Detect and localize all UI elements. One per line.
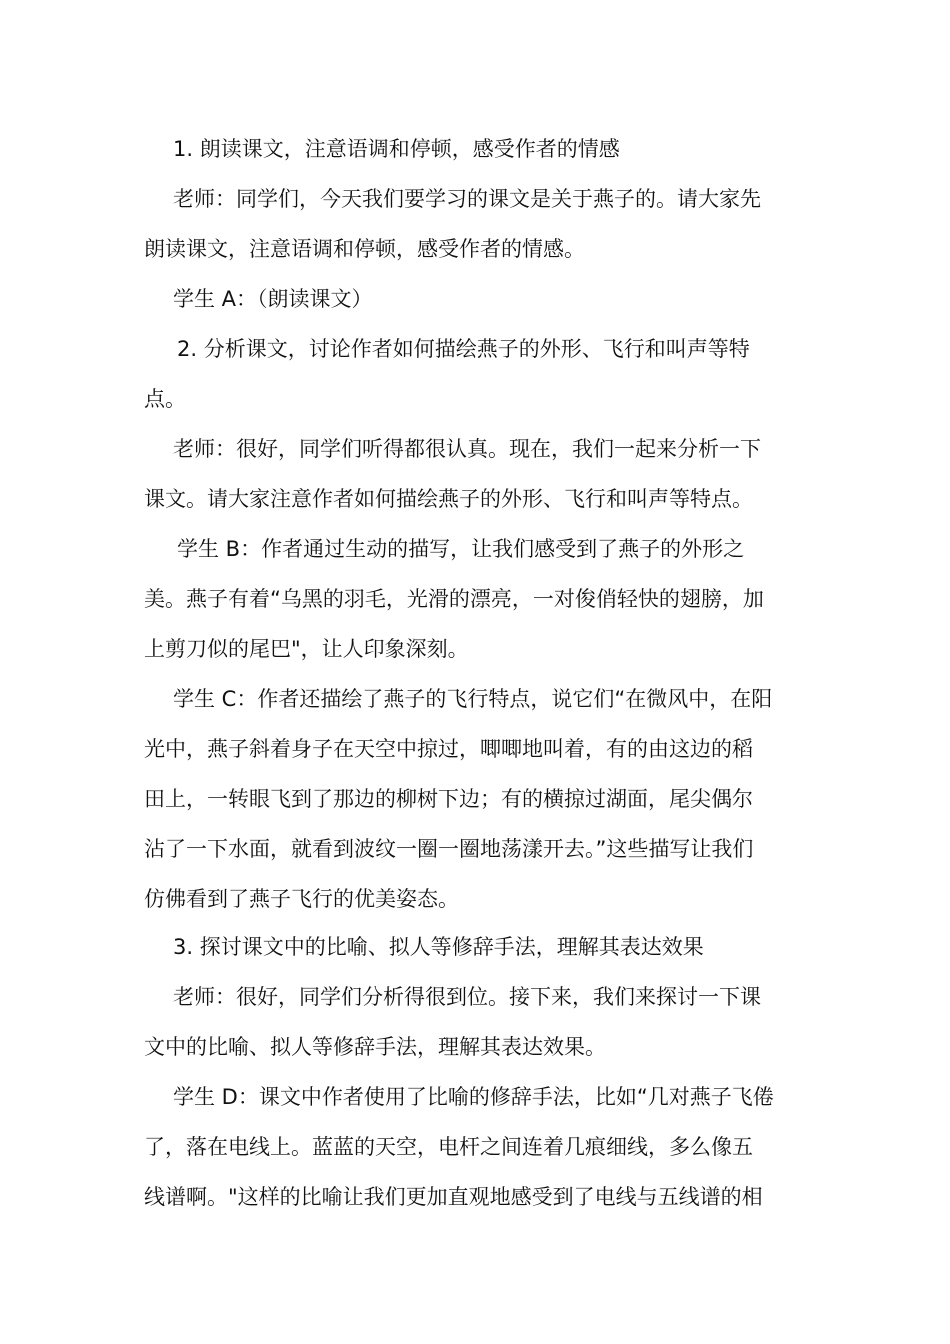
teacher-paragraph-1: [144, 174, 808, 274]
text-line: 线谱啊。"这样的比喻让我们更加直观地感受到了电线与五线谱的相: [144, 1185, 763, 1209]
text-line: 田上，一转眼飞到了那边的柳树下边；有的横掠过湖面，尾尖偶尔: [144, 787, 753, 811]
teacher-paragraph-2: [144, 424, 808, 524]
text-line: 学生 D：课文中作者使用了比喻的修辞手法，比如“几对燕子飞倦: [173, 1085, 774, 1109]
student-c-paragraph: [144, 674, 808, 924]
text-line: 朗读课文，注意语调和停顿，感受作者的情感。: [144, 237, 585, 261]
text-line: 学生 A：（朗读课文）: [173, 287, 373, 311]
heading-step-2: [144, 324, 808, 424]
text-line: 学生 C：作者还描绘了燕子的飞行特点，说它们“在微风中，在阳: [173, 687, 773, 711]
text-line: 老师：同学们，今天我们要学习的课文是关于燕子的。请大家先: [173, 187, 761, 211]
text-line: 仿佛看到了燕子飞行的优美姿态。: [144, 887, 459, 911]
text-line: 了，落在电线上。蓝蓝的天空，电杆之间连着几痕细线，多么像五: [144, 1135, 753, 1159]
text-line: 老师：很好，同学们听得都很认真。现在，我们一起来分析一下: [173, 437, 761, 461]
student-b-paragraph: [144, 524, 808, 674]
text-line: 3. 探讨课文中的比喻、拟人等修辞手法，理解其表达效果: [173, 935, 704, 959]
student-d-paragraph: [144, 1072, 808, 1222]
text-line: 2. 分析课文，讨论作者如何描绘燕子的外形、飞行和叫声等特: [177, 337, 750, 361]
heading-step-1: [144, 124, 808, 174]
text-line: 点。: [144, 387, 186, 411]
text-line: 上剪刀似的尾巴"，让人印象深刻。: [144, 637, 469, 661]
heading-step-3: [144, 922, 808, 972]
text-line: 学生 B：作者通过生动的描写，让我们感受到了燕子的外形之: [177, 537, 745, 561]
text-line: 老师：很好，同学们分析得很到位。接下来，我们来探讨一下课: [173, 985, 761, 1009]
teacher-paragraph-3: [144, 972, 808, 1072]
text-line: 沾了一下水面，就看到波纹一圈一圈地荡漾开去。”这些描写让我们: [144, 837, 754, 861]
text-line: 美。燕子有着“乌黑的羽毛，光滑的漂亮，一对俊俏轻快的翅膀，加: [144, 587, 764, 611]
text-line: 1. 朗读课文，注意语调和停顿，感受作者的情感: [173, 137, 620, 161]
text-line: 光中，燕子斜着身子在天空中掠过，唧唧地叫着，有的由这边的稻: [144, 737, 753, 761]
text-line: 文中的比喻、拟人等修辞手法，理解其表达效果。: [144, 1035, 606, 1059]
student-a-paragraph: [144, 274, 808, 324]
text-line: 课文。请大家注意作者如何描绘燕子的外形、飞行和叫声等特点。: [144, 487, 753, 511]
